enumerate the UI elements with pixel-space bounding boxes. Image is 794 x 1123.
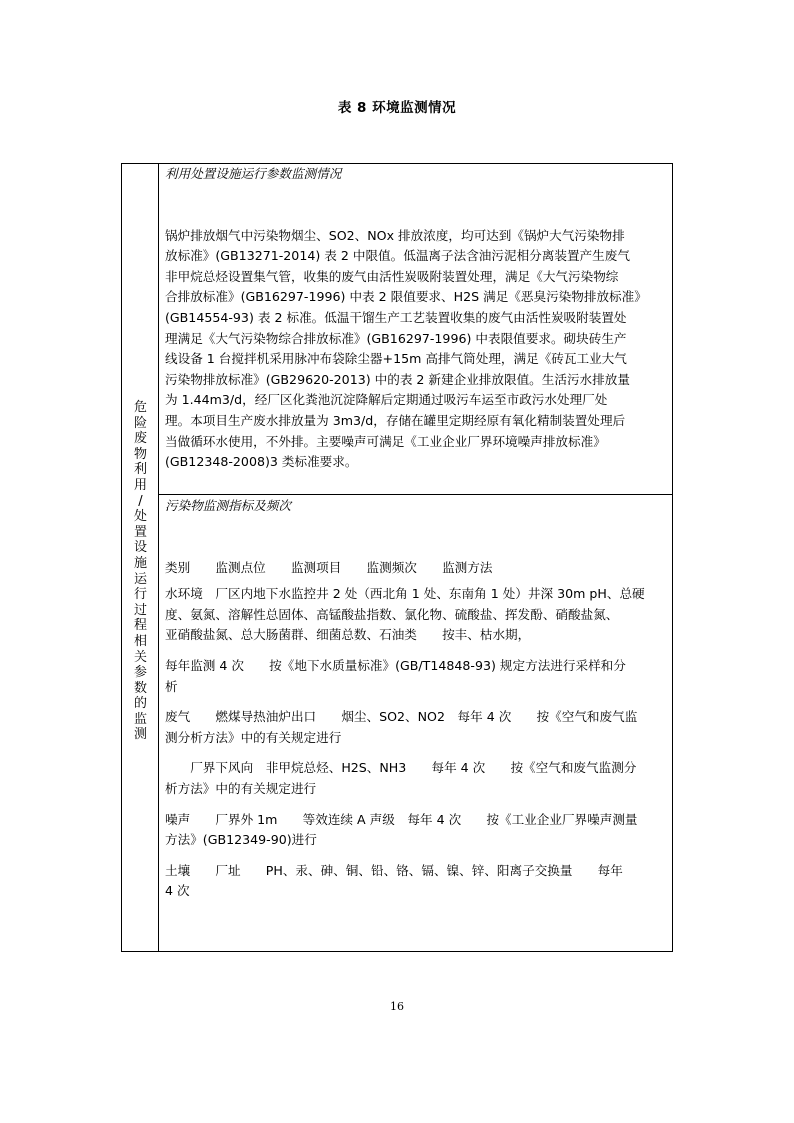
noise-item [165, 810, 665, 851]
vertical-label-char: 关 [133, 649, 147, 665]
section1-body [165, 226, 665, 473]
vertical-label-char: 数 [133, 680, 147, 696]
gas-item-2 [165, 758, 665, 799]
text-line: 理。本项目生产废水排放量为 3m3/d，存储在罐里定期经原有氧化精制装置处理后 [165, 412, 626, 428]
text-line: 当做循环水使用，不外排。主要噪声可满足《工业企业厂界环境噪声排放标准》 [165, 433, 606, 449]
vertical-label-char: 运 [133, 571, 147, 587]
text-line: (GB14554-93) 表 2 标准。低温干馏生产工艺装置收集的废气由活性炭吸附装置处 [165, 309, 627, 325]
text-line: 污染物排放标准》(GB29620-2013) 中的表 2 新建企业排放限值。生活污水排放量 [165, 371, 630, 387]
vertical-label-char: / [138, 493, 143, 509]
text-line: 噪声 厂界外 1m 等效连续 A 声级 每年 4 次 按《工业企业厂界噪声测量 [165, 811, 638, 827]
vertical-label-char: 险 [133, 415, 147, 431]
text-line: 为 1.44m3/d，经厂区化粪池沉淀降解后定期通过吸污车运至市政污水处理厂处 [165, 392, 608, 408]
text-line: 理满足《大气污染物综合排放标准》(GB16297-1996) 中表限值要求。砌块砖生产 [165, 330, 627, 346]
vertical-label-char: 测 [133, 727, 147, 743]
vertical-label-char: 危 [133, 400, 147, 415]
vertical-label-char: 置 [133, 524, 147, 540]
text-line: 析方法》中的有关规定进行 [165, 780, 317, 796]
text-line: 析 [165, 678, 178, 694]
vertical-label-char: 施 [133, 555, 147, 571]
section1-cell [165, 164, 665, 473]
vertical-label-char: 设 [133, 540, 147, 556]
text-line: 线设备 1 台搅拌机采用脉冲布袋除尘器+15m 高排气筒处理，满足《砖瓦工业大气 [165, 351, 627, 367]
monitoring-table [121, 163, 673, 952]
vertical-label-char: 物 [133, 446, 147, 462]
text-line: 锅炉排放烟气中污染物烟尘、SO2、NOx 排放浓度，均可达到《锅炉大气污染物排 [165, 227, 625, 243]
vertical-label-char: 过 [133, 602, 147, 618]
section2-heading: 污染物监测指标及频次 [165, 498, 291, 513]
text-line: 亚硝酸盐氮、总大肠菌群、细菌总数、石油类 按丰、枯水期， [165, 627, 531, 643]
vertical-label-char: 利 [133, 462, 147, 478]
vertical-label-char: 处 [133, 509, 147, 525]
water-frequency [165, 656, 665, 697]
vertical-label-char: 行 [133, 587, 147, 603]
vertical-label-char: 程 [133, 618, 147, 634]
water-item [165, 584, 665, 646]
text-line: 合排放标准》(GB16297-1996) 中表 2 限值要求、H2S 满足《恶臭污染物排放标准》 [165, 289, 647, 305]
vertical-label-char: 废 [133, 431, 147, 447]
text-line: 非甲烷总烃设置集气管，收集的废气由活性炭吸附装置处理，满足《大气污染物综 [165, 268, 619, 284]
vertical-label-char: 参 [133, 665, 147, 681]
monitor-header-row: 类别 监测点位 监测项目 监测频次 监测方法 [165, 559, 493, 575]
text-line: 土壤 厂址 PH、汞、砷、铜、铅、铬、镉、镍、锌、阳离子交换量 每年 [165, 862, 623, 878]
text-line: 放标准》(GB13271-2014) 表 2 中限值。低温离子法含油污泥相分离装置产生废气 [165, 248, 630, 264]
page-number: 16 [390, 1000, 404, 1013]
vertical-category-label [122, 400, 159, 743]
row-divider [159, 494, 672, 495]
text-line: 水环境 厂区内地下水监控井 2 处（西北角 1 处、东南角 1 处）井深 30m pH、总硬 [165, 586, 645, 602]
soil-item [165, 861, 665, 902]
section2-cell [165, 496, 665, 902]
vertical-label-char: 相 [133, 633, 147, 649]
text-line: 度、氨氮、溶解性总固体、高锰酸盐指数、氯化物、硫酸盐、挥发酚、硝酸盐氮、 [165, 606, 619, 622]
vertical-label-char: 监 [133, 711, 147, 727]
table-title: 表 8 环境监测情况 [337, 100, 457, 116]
gas-item-1 [165, 707, 665, 748]
text-line: 废气 燃煤导热油炉出口 烟尘、SO2、NO2 每年 4 次 按《空气和废气监 [165, 709, 638, 725]
section1-heading: 利用处置设施运行参数监测情况 [165, 166, 342, 181]
text-line: 4 次 [165, 883, 190, 899]
vertical-label-char: 的 [133, 696, 147, 712]
text-line: (GB12348-2008)3 类标准要求。 [165, 454, 358, 470]
text-line: 厂界下风向 非甲烷总烃、H2S、NH3 每年 4 次 按《空气和废气监测分 [165, 760, 637, 776]
text-line: 每年监测 4 次 按《地下水质量标准》(GB/T14848-93) 规定方法进行采样和分 [165, 657, 626, 673]
left-label-cell [122, 164, 159, 951]
text-line: 测分析方法》中的有关规定进行 [165, 729, 342, 745]
text-line: 方法》(GB12349-90)进行 [165, 832, 317, 848]
vertical-label-char: 用 [133, 477, 147, 493]
